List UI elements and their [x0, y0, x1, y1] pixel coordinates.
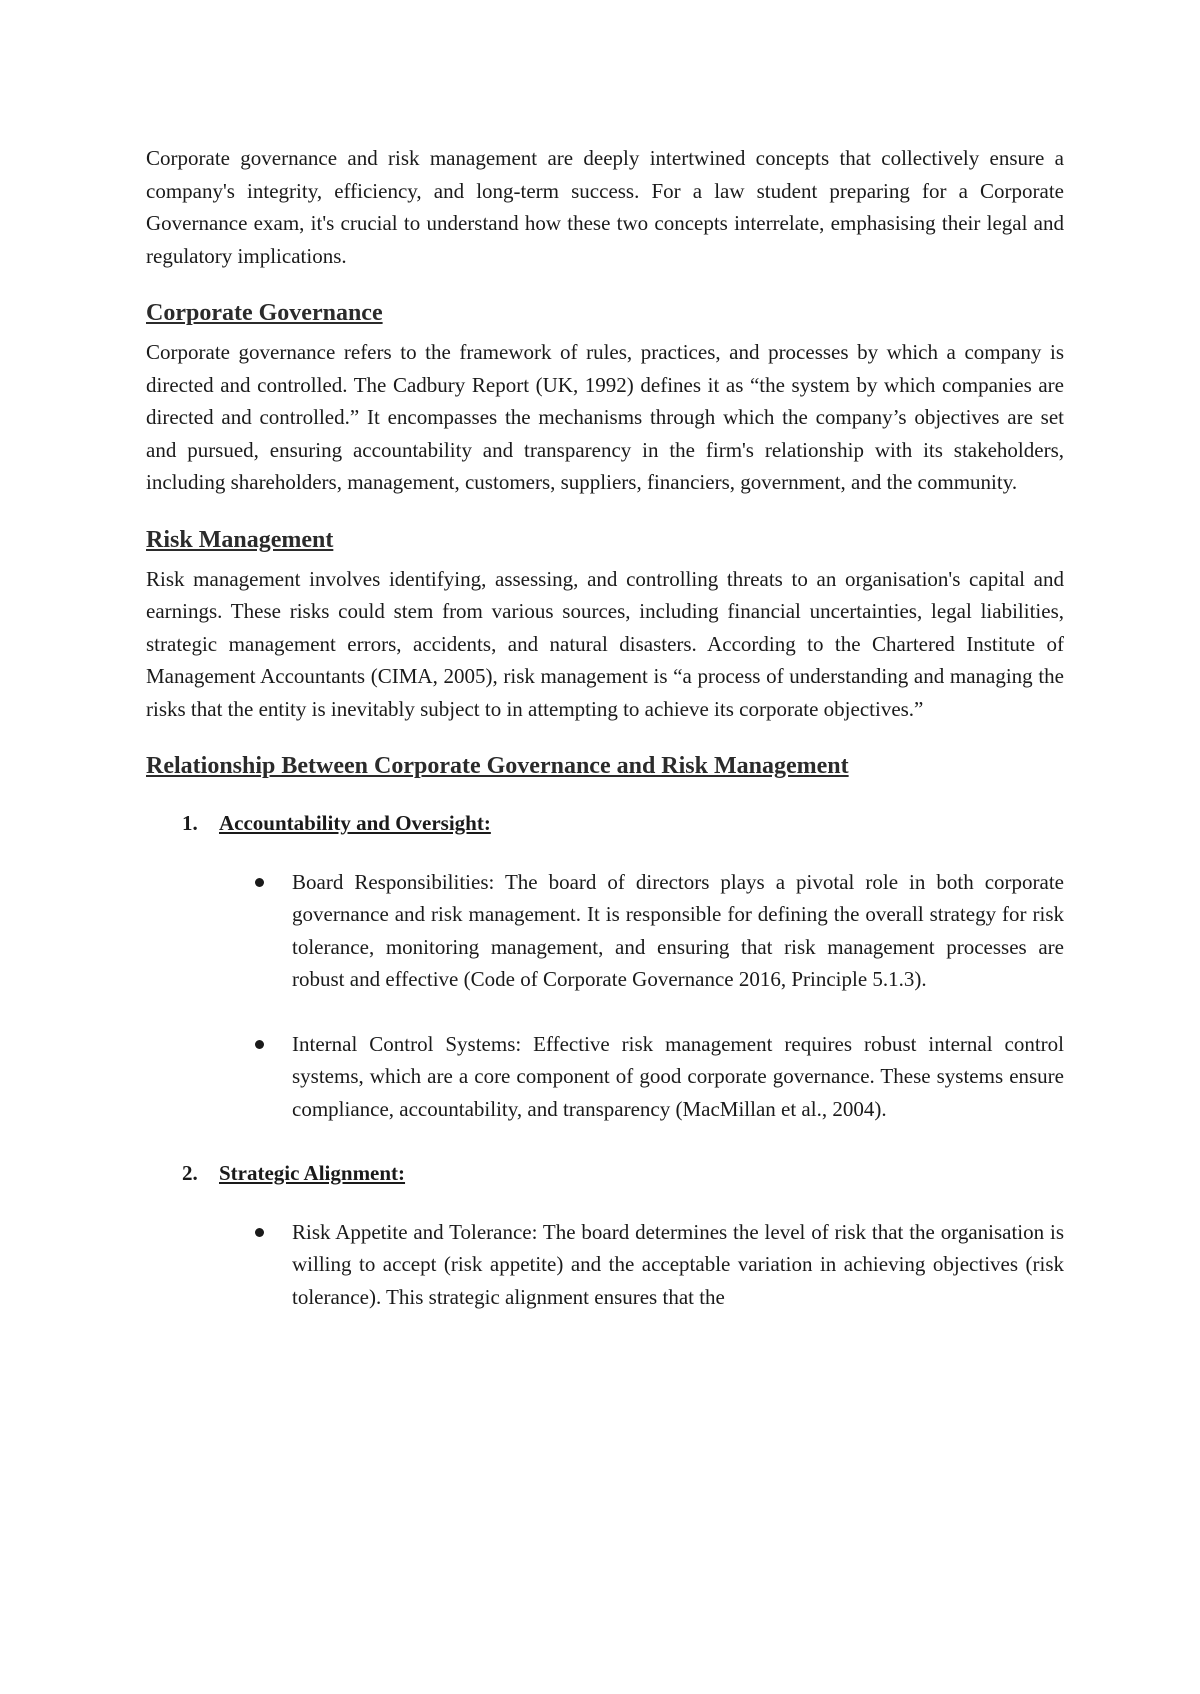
section-relationship [146, 749, 1064, 1313]
point-number: 1. [182, 811, 198, 835]
intro-paragraph: Corporate governance and risk management are deeply intertwined concepts that collectively ensure a company's integrity, efficiency, and long-term success. For a law student preparing for a Corporate Governance exam, it's crucial to understand how these two concepts interrelate, emphasising their legal and regulatory implications. [146, 146, 1064, 268]
bullet-item [219, 1216, 1064, 1314]
section-corporate-governance [146, 296, 1064, 499]
bullet-item [219, 866, 1064, 996]
bullet-list [219, 866, 1064, 1126]
section-body-risk-management: Risk management involves identifying, assessing, and controlling threats to an organisation's capital and earnings. These risks could stem from various sources, including financial uncertainties, legal liabilities, strategic management errors, accidents, and natural disasters. According to the Chartered Institute of Management Accountants (CIMA, 2005), risk management is “a process of understanding and managing the risks that the entity is inevitably subject to in attempting to achieve its corporate objectives.” [146, 566, 1064, 721]
bullet-dot-icon [255, 1040, 264, 1049]
section-risk-management [146, 523, 1064, 726]
numbered-point [146, 807, 1064, 1125]
section-heading-risk-management: Risk Management [146, 526, 334, 553]
point-heading: Accountability and Oversight: [219, 811, 491, 835]
numbered-point [146, 1157, 1064, 1313]
point-heading: Strategic Alignment: [219, 1161, 406, 1185]
document-page [146, 142, 1064, 1345]
section-heading-relationship: Relationship Between Corporate Governance and Risk Management [146, 753, 849, 779]
bullet-text: Risk Appetite and Tolerance: The board determines the level of risk that the organisation is willing to accept (risk appetite) and the acceptable variation in achieving objectives (risk tolerance). This strategic alignment ensures that the [292, 1219, 1064, 1309]
bullet-text: Board Responsibilities: The board of directors plays a pivotal role in both corporate governance and risk management. It is responsible for defining the overall strategy for risk tolerance, monitoring management, and ensuring that risk management processes are robust and effective (Code of Corporate Governance 2016, Principle 5.1.3). [292, 869, 1064, 991]
bullet-dot-icon [255, 878, 264, 887]
bullet-dot-icon [255, 1228, 264, 1237]
bullet-text: Internal Control Systems: Effective risk management requires robust internal control systems, which are a core component of good corporate governance. These systems ensure compliance, accountability, and transparency (MacMillan et al., 2004). [292, 1031, 1064, 1121]
section-heading-corporate-governance: Corporate Governance [146, 300, 383, 326]
bullet-item [219, 1028, 1064, 1126]
bullet-list [219, 1216, 1064, 1314]
point-number: 2. [182, 1161, 198, 1185]
section-body-corporate-governance: Corporate governance refers to the framework of rules, practices, and processes by which a company is directed and controlled. The Cadbury Report (UK, 1992) defines it as “the system by which companies are directed and controlled.” It encompasses the mechanisms through which the company’s objectives are set and pursued, ensuring accountability and transparency in the firm's relationship with its stakeholders, including shareholders, management, customers, suppliers, financiers, government, and the community. [146, 340, 1064, 494]
numbered-points-list [146, 807, 1064, 1313]
